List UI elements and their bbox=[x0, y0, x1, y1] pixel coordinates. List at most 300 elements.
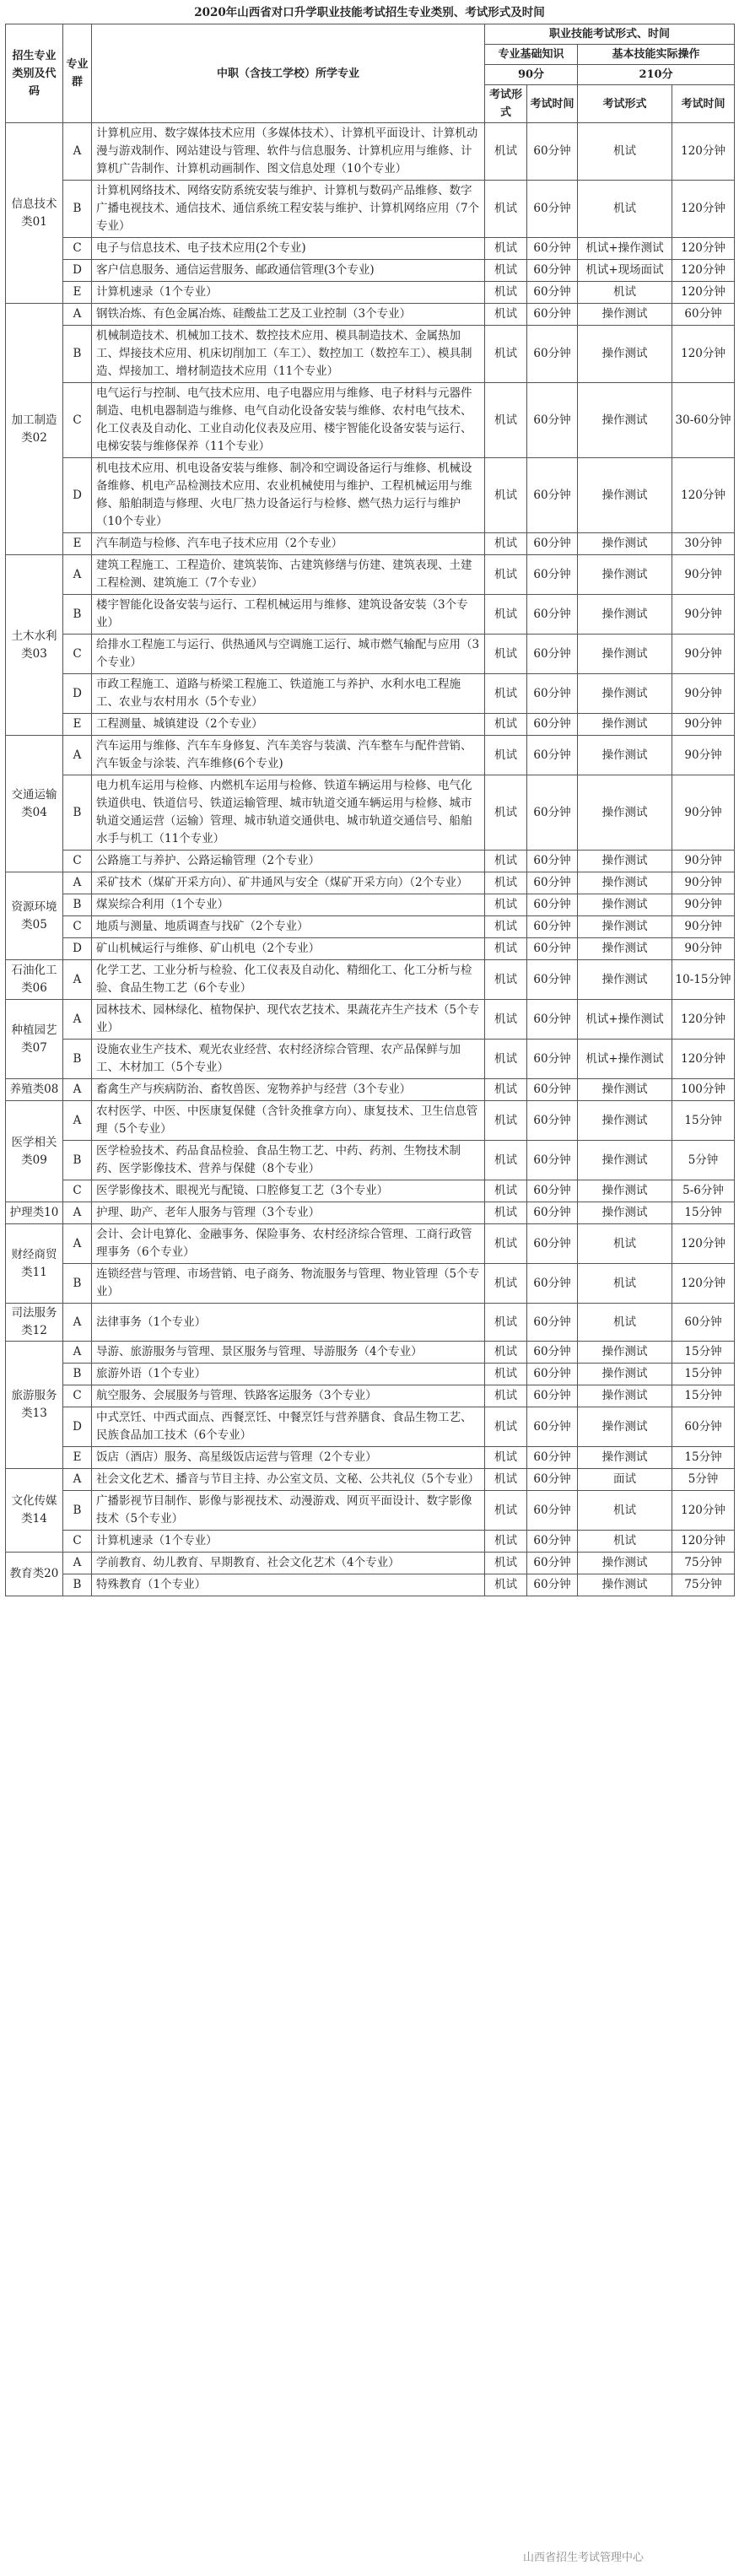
basic-time-cell: 60分钟 bbox=[527, 1531, 578, 1553]
group-cell: C bbox=[63, 1385, 92, 1407]
majors-cell: 设施农业生产技术、观光农业经营、农村经济综合管理、农产品保鲜与加工、木材加工（5个专业） bbox=[92, 1040, 485, 1079]
practical-time-cell: 15分钟 bbox=[672, 1202, 735, 1224]
practical-time-cell: 60分钟 bbox=[672, 1304, 735, 1342]
practical-time-cell: 75分钟 bbox=[672, 1574, 735, 1596]
majors-cell: 广播影视节目制作、影像与影视技术、动漫游戏、网页平面设计、数字影像技术（5个专业） bbox=[92, 1491, 485, 1531]
practical-form-cell: 机试 bbox=[578, 282, 672, 304]
group-cell: D bbox=[63, 458, 92, 533]
majors-cell: 汽车制造与检修、汽车电子技术应用（2个专业） bbox=[92, 533, 485, 555]
basic-form-cell: 机试 bbox=[485, 851, 527, 872]
table-row bbox=[6, 1469, 735, 1491]
watermark: 山西省招生考试管理中心 bbox=[523, 2552, 645, 2564]
basic-form-cell: 机试 bbox=[485, 1407, 527, 1447]
basic-time-cell: 60分钟 bbox=[527, 775, 578, 851]
practical-form-cell: 操作测试 bbox=[578, 1553, 672, 1574]
practical-time-cell: 120分钟 bbox=[672, 1531, 735, 1553]
table-row bbox=[6, 736, 735, 775]
header-form-2: 考试形式 bbox=[578, 85, 672, 123]
basic-time-cell: 60分钟 bbox=[527, 1304, 578, 1342]
basic-time-cell: 60分钟 bbox=[527, 1224, 578, 1264]
group-cell: E bbox=[63, 282, 92, 304]
group-cell: E bbox=[63, 533, 92, 555]
basic-form-cell: 机试 bbox=[485, 326, 527, 383]
practical-form-cell: 机试+现场面试 bbox=[578, 260, 672, 282]
majors-cell: 畜禽生产与疾病防治、畜牧兽医、宠物养护与经营（3个专业） bbox=[92, 1079, 485, 1101]
basic-time-cell: 60分钟 bbox=[527, 533, 578, 555]
majors-cell: 航空服务、会展服务与管理、铁路客运服务（3个专业） bbox=[92, 1385, 485, 1407]
basic-time-cell: 60分钟 bbox=[527, 674, 578, 714]
practical-form-cell: 操作测试 bbox=[578, 775, 672, 851]
majors-cell: 园林技术、园林绿化、植物保护、现代农艺技术、果蔬花卉生产技术（5个专业） bbox=[92, 1000, 485, 1040]
basic-time-cell: 60分钟 bbox=[527, 282, 578, 304]
group-cell: E bbox=[63, 714, 92, 736]
basic-form-cell: 机试 bbox=[485, 714, 527, 736]
practical-time-cell: 15分钟 bbox=[672, 1364, 735, 1385]
basic-time-cell: 60分钟 bbox=[527, 1385, 578, 1407]
table-row bbox=[6, 916, 735, 938]
majors-cell: 中式烹饪、中西式面点、西餐烹饪、中餐烹饪与营养膳食、食品生物工艺、民族食品加工技术（6个专业） bbox=[92, 1407, 485, 1447]
basic-form-cell: 机试 bbox=[485, 1141, 527, 1180]
practical-time-cell: 90分钟 bbox=[672, 938, 735, 960]
group-cell: C bbox=[63, 383, 92, 458]
practical-form-cell: 操作测试 bbox=[578, 533, 672, 555]
table-row bbox=[6, 1574, 735, 1596]
group-cell: B bbox=[63, 595, 92, 635]
table-row bbox=[6, 1180, 735, 1202]
practical-time-cell: 120分钟 bbox=[672, 282, 735, 304]
basic-form-cell: 机试 bbox=[485, 960, 527, 1000]
category-cell: 交通运输类04 bbox=[6, 736, 63, 872]
practical-form-cell: 操作测试 bbox=[578, 960, 672, 1000]
table-row bbox=[6, 238, 735, 260]
basic-form-cell: 机试 bbox=[485, 1264, 527, 1304]
table-row bbox=[6, 555, 735, 595]
table-header bbox=[6, 24, 735, 123]
basic-form-cell: 机试 bbox=[485, 635, 527, 674]
basic-form-cell: 机试 bbox=[485, 1304, 527, 1342]
table-row bbox=[6, 533, 735, 555]
basic-time-cell: 60分钟 bbox=[527, 1180, 578, 1202]
basic-time-cell: 60分钟 bbox=[527, 1553, 578, 1574]
majors-cell: 计算机应用、数字媒体技术应用（多媒体技术）、计算机平面设计、计算机动漫与游戏制作、网站建设与管理、软件与信息服务、计算机应用与维修、计算机广告制作、计算机动画制作、图文信息处理（10个专业） bbox=[92, 123, 485, 181]
table-row bbox=[6, 635, 735, 674]
basic-form-cell: 机试 bbox=[485, 1364, 527, 1385]
practical-form-cell: 操作测试 bbox=[578, 1342, 672, 1364]
group-cell: C bbox=[63, 1180, 92, 1202]
table-row bbox=[6, 1491, 735, 1531]
majors-cell: 导游、旅游服务与管理、景区服务与管理、导游服务（4个专业） bbox=[92, 1342, 485, 1364]
table-row bbox=[6, 1101, 735, 1141]
basic-time-cell: 60分钟 bbox=[527, 458, 578, 533]
basic-form-cell: 机试 bbox=[485, 1040, 527, 1079]
basic-time-cell: 60分钟 bbox=[527, 181, 578, 238]
table-row bbox=[6, 282, 735, 304]
practical-time-cell: 120分钟 bbox=[672, 1000, 735, 1040]
practical-time-cell: 90分钟 bbox=[672, 916, 735, 938]
group-cell: A bbox=[63, 555, 92, 595]
basic-time-cell: 60分钟 bbox=[527, 383, 578, 458]
basic-form-cell: 机试 bbox=[485, 1180, 527, 1202]
practical-time-cell: 15分钟 bbox=[672, 1385, 735, 1407]
table-row bbox=[6, 938, 735, 960]
basic-form-cell: 机试 bbox=[485, 304, 527, 326]
practical-form-cell: 操作测试 bbox=[578, 1079, 672, 1101]
practical-form-cell: 操作测试 bbox=[578, 1180, 672, 1202]
group-cell: A bbox=[63, 960, 92, 1000]
basic-time-cell: 60分钟 bbox=[527, 635, 578, 674]
practical-time-cell: 120分钟 bbox=[672, 1040, 735, 1079]
practical-form-cell: 机试 bbox=[578, 1491, 672, 1531]
majors-cell: 电子与信息技术、电子技术应用(2个专业) bbox=[92, 238, 485, 260]
table-row bbox=[6, 1385, 735, 1407]
basic-form-cell: 机试 bbox=[485, 123, 527, 181]
majors-cell: 医学影像技术、眼视光与配镜、口腔修复工艺（3个专业） bbox=[92, 1180, 485, 1202]
practical-form-cell: 操作测试 bbox=[578, 555, 672, 595]
majors-cell: 计算机网络技术、网络安防系统安装与维护、计算机与数码产品维修、数字广播电视技术、通信技术、通信系统工程安装与维护、计算机网络应用（7个专业） bbox=[92, 181, 485, 238]
basic-time-cell: 60分钟 bbox=[527, 714, 578, 736]
category-cell: 护理类10 bbox=[6, 1202, 63, 1224]
basic-time-cell: 60分钟 bbox=[527, 304, 578, 326]
practical-time-cell: 100分钟 bbox=[672, 1079, 735, 1101]
header-form-1: 考试形式 bbox=[485, 85, 527, 123]
group-cell: B bbox=[63, 775, 92, 851]
header-majors: 中职（含技工学校）所学专业 bbox=[92, 24, 485, 123]
practical-time-cell: 90分钟 bbox=[672, 714, 735, 736]
practical-form-cell: 机试+操作测试 bbox=[578, 1040, 672, 1079]
practical-time-cell: 120分钟 bbox=[672, 260, 735, 282]
table-row bbox=[6, 674, 735, 714]
majors-cell: 电力机车运用与检修、内燃机车运用与检修、铁道车辆运用与检修、电气化铁道供电、铁道信号、铁道运输管理、城市轨道交通车辆运用与检修、城市轨道交通运营（运输）管理、城市轨道交通供电、城市轨道交通信号、船舶水手与机工（11个专业） bbox=[92, 775, 485, 851]
group-cell: B bbox=[63, 181, 92, 238]
header-exam: 职业技能考试形式、时间 bbox=[485, 24, 735, 45]
header-basic-score: 90分 bbox=[485, 65, 578, 85]
group-cell: A bbox=[63, 1553, 92, 1574]
practical-time-cell: 120分钟 bbox=[672, 458, 735, 533]
basic-form-cell: 机试 bbox=[485, 1000, 527, 1040]
basic-form-cell: 机试 bbox=[485, 872, 527, 894]
practical-time-cell: 5分钟 bbox=[672, 1469, 735, 1491]
practical-form-cell: 操作测试 bbox=[578, 1385, 672, 1407]
practical-form-cell: 操作测试 bbox=[578, 1574, 672, 1596]
table-row bbox=[6, 123, 735, 181]
group-cell: E bbox=[63, 1447, 92, 1469]
majors-cell: 采矿技术（煤矿开采方向）、矿井通风与安全（煤矿开采方向）（2个专业） bbox=[92, 872, 485, 894]
basic-form-cell: 机试 bbox=[485, 383, 527, 458]
category-cell: 种植园艺类07 bbox=[6, 1000, 63, 1079]
document-title: 2020年山西省对口升学职业技能考试招生专业类别、考试形式及时间 bbox=[194, 6, 545, 19]
practical-form-cell: 操作测试 bbox=[578, 326, 672, 383]
basic-time-cell: 60分钟 bbox=[527, 555, 578, 595]
practical-form-cell: 机试 bbox=[578, 1264, 672, 1304]
group-cell: A bbox=[63, 872, 92, 894]
practical-time-cell: 15分钟 bbox=[672, 1101, 735, 1141]
group-cell: B bbox=[63, 894, 92, 916]
table-row bbox=[6, 1304, 735, 1342]
practical-form-cell: 操作测试 bbox=[578, 894, 672, 916]
table-row bbox=[6, 872, 735, 894]
practical-form-cell: 机试+操作测试 bbox=[578, 238, 672, 260]
basic-time-cell: 60分钟 bbox=[527, 1101, 578, 1141]
header-basic-knowledge: 专业基础知识 bbox=[485, 45, 578, 65]
practical-form-cell: 操作测试 bbox=[578, 1202, 672, 1224]
practical-time-cell: 120分钟 bbox=[672, 181, 735, 238]
category-cell: 土木水利类03 bbox=[6, 555, 63, 736]
category-cell: 资源环境类05 bbox=[6, 872, 63, 960]
group-cell: B bbox=[63, 1141, 92, 1180]
basic-form-cell: 机试 bbox=[485, 1101, 527, 1141]
header-practical: 基本技能实际操作 bbox=[578, 45, 735, 65]
table-row bbox=[6, 1202, 735, 1224]
basic-time-cell: 60分钟 bbox=[527, 1202, 578, 1224]
basic-time-cell: 60分钟 bbox=[527, 1342, 578, 1364]
basic-time-cell: 60分钟 bbox=[527, 1040, 578, 1079]
table-body bbox=[6, 123, 735, 1596]
practical-form-cell: 操作测试 bbox=[578, 635, 672, 674]
practical-time-cell: 90分钟 bbox=[672, 894, 735, 916]
header-category: 招生专业类别及代码 bbox=[6, 24, 63, 123]
practical-time-cell: 120分钟 bbox=[672, 1264, 735, 1304]
practical-time-cell: 10-15分钟 bbox=[672, 960, 735, 1000]
practical-time-cell: 90分钟 bbox=[672, 555, 735, 595]
practical-form-cell: 操作测试 bbox=[578, 383, 672, 458]
practical-form-cell: 操作测试 bbox=[578, 1141, 672, 1180]
group-cell: C bbox=[63, 238, 92, 260]
majors-cell: 地质与测量、地质调查与找矿（2个专业） bbox=[92, 916, 485, 938]
majors-cell: 化学工艺、工业分析与检验、化工仪表及自动化、精细化工、化工分析与检验、食品生物工艺（6个专业） bbox=[92, 960, 485, 1000]
majors-cell: 计算机速录（1个专业） bbox=[92, 1531, 485, 1553]
majors-cell: 旅游外语（1个专业） bbox=[92, 1364, 485, 1385]
basic-time-cell: 60分钟 bbox=[527, 1574, 578, 1596]
basic-time-cell: 60分钟 bbox=[527, 1264, 578, 1304]
group-cell: A bbox=[63, 1342, 92, 1364]
group-cell: C bbox=[63, 916, 92, 938]
majors-cell: 医学检验技术、药品食品检验、食品生物工艺、中药、药剂、生物技术制药、医学影像技术、营养与保健（8个专业） bbox=[92, 1141, 485, 1180]
majors-cell: 客户信息服务、通信运营服务、邮政通信管理(3个专业) bbox=[92, 260, 485, 282]
practical-time-cell: 120分钟 bbox=[672, 326, 735, 383]
practical-form-cell: 机试+操作测试 bbox=[578, 1000, 672, 1040]
basic-form-cell: 机试 bbox=[485, 938, 527, 960]
basic-form-cell: 机试 bbox=[485, 1491, 527, 1531]
table-row bbox=[6, 181, 735, 238]
group-cell: A bbox=[63, 1202, 92, 1224]
basic-form-cell: 机试 bbox=[485, 1531, 527, 1553]
document bbox=[5, 2, 734, 1596]
practical-form-cell: 机试 bbox=[578, 1304, 672, 1342]
majors-cell: 机械制造技术、机械加工技术、数控技术应用、模具制造技术、金属热加工、焊接技术应用、机床切削加工（车工）、数控加工（数控车工）、模具制造、焊接加工、增材制造技术应用（11个专业） bbox=[92, 326, 485, 383]
majors-cell: 连锁经营与管理、市场营销、电子商务、物流服务与管理、物业管理（5个专业） bbox=[92, 1264, 485, 1304]
basic-form-cell: 机试 bbox=[485, 238, 527, 260]
basic-time-cell: 60分钟 bbox=[527, 1079, 578, 1101]
group-cell: B bbox=[63, 1040, 92, 1079]
basic-time-cell: 60分钟 bbox=[527, 736, 578, 775]
group-cell: D bbox=[63, 1407, 92, 1447]
table-row bbox=[6, 775, 735, 851]
header-time-1: 考试时间 bbox=[527, 85, 578, 123]
group-cell: A bbox=[63, 304, 92, 326]
group-cell: A bbox=[63, 123, 92, 181]
basic-time-cell: 60分钟 bbox=[527, 894, 578, 916]
table-row bbox=[6, 1224, 735, 1264]
basic-time-cell: 60分钟 bbox=[527, 851, 578, 872]
basic-time-cell: 60分钟 bbox=[527, 595, 578, 635]
group-cell: A bbox=[63, 1079, 92, 1101]
practical-form-cell: 操作测试 bbox=[578, 938, 672, 960]
table-row bbox=[6, 1040, 735, 1079]
majors-cell: 楼宇智能化设备安装与运行、工程机械运用与维修、建筑设备安装（3个专业） bbox=[92, 595, 485, 635]
practical-time-cell: 30-60分钟 bbox=[672, 383, 735, 458]
basic-form-cell: 机试 bbox=[485, 555, 527, 595]
category-cell: 教育类20 bbox=[6, 1553, 63, 1596]
basic-time-cell: 60分钟 bbox=[527, 960, 578, 1000]
basic-form-cell: 机试 bbox=[485, 260, 527, 282]
group-cell: B bbox=[63, 1574, 92, 1596]
majors-cell: 汽车运用与维修、汽车车身修复、汽车美容与装潢、汽车整车与配件营销、汽车钣金与涂装、汽车维修(6个专业) bbox=[92, 736, 485, 775]
basic-form-cell: 机试 bbox=[485, 736, 527, 775]
practical-form-cell: 机试 bbox=[578, 1531, 672, 1553]
basic-form-cell: 机试 bbox=[485, 595, 527, 635]
practical-form-cell: 操作测试 bbox=[578, 458, 672, 533]
group-cell: A bbox=[63, 736, 92, 775]
group-cell: D bbox=[63, 674, 92, 714]
majors-cell: 建筑工程施工、工程造价、建筑装饰、古建筑修缮与仿建、建筑表现、土建工程检测、建筑施工（7个专业） bbox=[92, 555, 485, 595]
practical-form-cell: 机试 bbox=[578, 1224, 672, 1264]
basic-time-cell: 60分钟 bbox=[527, 1000, 578, 1040]
group-cell: B bbox=[63, 1364, 92, 1385]
basic-time-cell: 60分钟 bbox=[527, 1447, 578, 1469]
basic-time-cell: 60分钟 bbox=[527, 1141, 578, 1180]
majors-cell: 工程测量、城镇建设（2个专业） bbox=[92, 714, 485, 736]
group-cell: A bbox=[63, 1224, 92, 1264]
practical-form-cell: 操作测试 bbox=[578, 1407, 672, 1447]
header-time-2: 考试时间 bbox=[672, 85, 735, 123]
table-row bbox=[6, 260, 735, 282]
basic-form-cell: 机试 bbox=[485, 1574, 527, 1596]
group-cell: D bbox=[63, 938, 92, 960]
practical-form-cell: 机试 bbox=[578, 123, 672, 181]
practical-form-cell: 操作测试 bbox=[578, 595, 672, 635]
basic-form-cell: 机试 bbox=[485, 916, 527, 938]
table-row bbox=[6, 1141, 735, 1180]
category-cell: 财经商贸类11 bbox=[6, 1224, 63, 1304]
basic-form-cell: 机试 bbox=[485, 674, 527, 714]
table-row bbox=[6, 383, 735, 458]
majors-cell: 矿山机械运行与维修、矿山机电（2个专业） bbox=[92, 938, 485, 960]
practical-time-cell: 75分钟 bbox=[672, 1553, 735, 1574]
practical-time-cell: 120分钟 bbox=[672, 238, 735, 260]
practical-time-cell: 90分钟 bbox=[672, 674, 735, 714]
basic-form-cell: 机试 bbox=[485, 458, 527, 533]
practical-time-cell: 60分钟 bbox=[672, 304, 735, 326]
table-row bbox=[6, 1264, 735, 1304]
basic-time-cell: 60分钟 bbox=[527, 916, 578, 938]
basic-time-cell: 60分钟 bbox=[527, 238, 578, 260]
majors-cell: 饭店（酒店）服务、高星级饭店运营与管理（2个专业） bbox=[92, 1447, 485, 1469]
table-row bbox=[6, 1364, 735, 1385]
group-cell: A bbox=[63, 1304, 92, 1342]
category-cell: 医学相关类09 bbox=[6, 1101, 63, 1202]
basic-form-cell: 机试 bbox=[485, 1079, 527, 1101]
category-cell: 旅游服务类13 bbox=[6, 1342, 63, 1469]
practical-form-cell: 操作测试 bbox=[578, 1364, 672, 1385]
basic-time-cell: 60分钟 bbox=[527, 1364, 578, 1385]
basic-form-cell: 机试 bbox=[485, 1342, 527, 1364]
table-row bbox=[6, 1079, 735, 1101]
majors-cell: 煤炭综合利用（1个专业） bbox=[92, 894, 485, 916]
table-row bbox=[6, 1407, 735, 1447]
header-practical-score: 210分 bbox=[578, 65, 735, 85]
table-row bbox=[6, 595, 735, 635]
practical-time-cell: 5-6分钟 bbox=[672, 1180, 735, 1202]
exam-table bbox=[5, 24, 735, 1596]
basic-form-cell: 机试 bbox=[485, 282, 527, 304]
practical-form-cell: 操作测试 bbox=[578, 851, 672, 872]
majors-cell: 农村医学、中医、中医康复保健（含针灸推拿方向）、康复技术、卫生信息管理（5个专业） bbox=[92, 1101, 485, 1141]
basic-form-cell: 机试 bbox=[485, 1447, 527, 1469]
category-cell: 信息技术类01 bbox=[6, 123, 63, 304]
practical-form-cell: 操作测试 bbox=[578, 304, 672, 326]
basic-time-cell: 60分钟 bbox=[527, 1407, 578, 1447]
header-group: 专业群 bbox=[63, 24, 92, 123]
majors-cell: 学前教育、幼儿教育、早期教育、社会文化艺术（4个专业） bbox=[92, 1553, 485, 1574]
table-row bbox=[6, 1342, 735, 1364]
basic-form-cell: 机试 bbox=[485, 894, 527, 916]
majors-cell: 社会文化艺术、播音与节目主持、办公室文员、文秘、公共礼仪（5个专业） bbox=[92, 1469, 485, 1491]
practical-form-cell: 操作测试 bbox=[578, 1447, 672, 1469]
basic-time-cell: 60分钟 bbox=[527, 1469, 578, 1491]
practical-time-cell: 120分钟 bbox=[672, 1224, 735, 1264]
group-cell: B bbox=[63, 1264, 92, 1304]
majors-cell: 特殊教育（1个专业） bbox=[92, 1574, 485, 1596]
practical-time-cell: 90分钟 bbox=[672, 872, 735, 894]
group-cell: C bbox=[63, 1531, 92, 1553]
basic-form-cell: 机试 bbox=[485, 1202, 527, 1224]
majors-cell: 会计、会计电算化、金融事务、保险事务、农村经济综合管理、工商行政管理事务（6个专业） bbox=[92, 1224, 485, 1264]
group-cell: D bbox=[63, 260, 92, 282]
basic-time-cell: 60分钟 bbox=[527, 123, 578, 181]
table-row bbox=[6, 1000, 735, 1040]
table-row bbox=[6, 304, 735, 326]
majors-cell: 计算机速录（1个专业） bbox=[92, 282, 485, 304]
practical-form-cell: 操作测试 bbox=[578, 1101, 672, 1141]
practical-time-cell: 90分钟 bbox=[672, 775, 735, 851]
majors-cell: 市政工程施工、道路与桥梁工程施工、铁道施工与养护、水利水电工程施工、农业与农村用水（5个专业） bbox=[92, 674, 485, 714]
basic-time-cell: 60分钟 bbox=[527, 260, 578, 282]
practical-time-cell: 15分钟 bbox=[672, 1447, 735, 1469]
practical-time-cell: 90分钟 bbox=[672, 851, 735, 872]
practical-time-cell: 15分钟 bbox=[672, 1342, 735, 1364]
table-row bbox=[6, 1553, 735, 1574]
table-row bbox=[6, 1447, 735, 1469]
category-cell: 石油化工类06 bbox=[6, 960, 63, 1000]
table-row bbox=[6, 851, 735, 872]
basic-form-cell: 机试 bbox=[485, 181, 527, 238]
table-row bbox=[6, 894, 735, 916]
basic-time-cell: 60分钟 bbox=[527, 938, 578, 960]
category-cell: 司法服务类12 bbox=[6, 1304, 63, 1342]
practical-time-cell: 120分钟 bbox=[672, 1491, 735, 1531]
majors-cell: 给排水工程施工与运行、供热通风与空调施工运行、城市燃气输配与应用（3个专业） bbox=[92, 635, 485, 674]
table-row bbox=[6, 1531, 735, 1553]
group-cell: C bbox=[63, 635, 92, 674]
table-row bbox=[6, 714, 735, 736]
majors-cell: 法律事务（1个专业） bbox=[92, 1304, 485, 1342]
practical-form-cell: 面试 bbox=[578, 1469, 672, 1491]
basic-form-cell: 机试 bbox=[485, 775, 527, 851]
basic-form-cell: 机试 bbox=[485, 1224, 527, 1264]
basic-form-cell: 机试 bbox=[485, 533, 527, 555]
basic-time-cell: 60分钟 bbox=[527, 872, 578, 894]
category-cell: 文化传媒类14 bbox=[6, 1469, 63, 1553]
